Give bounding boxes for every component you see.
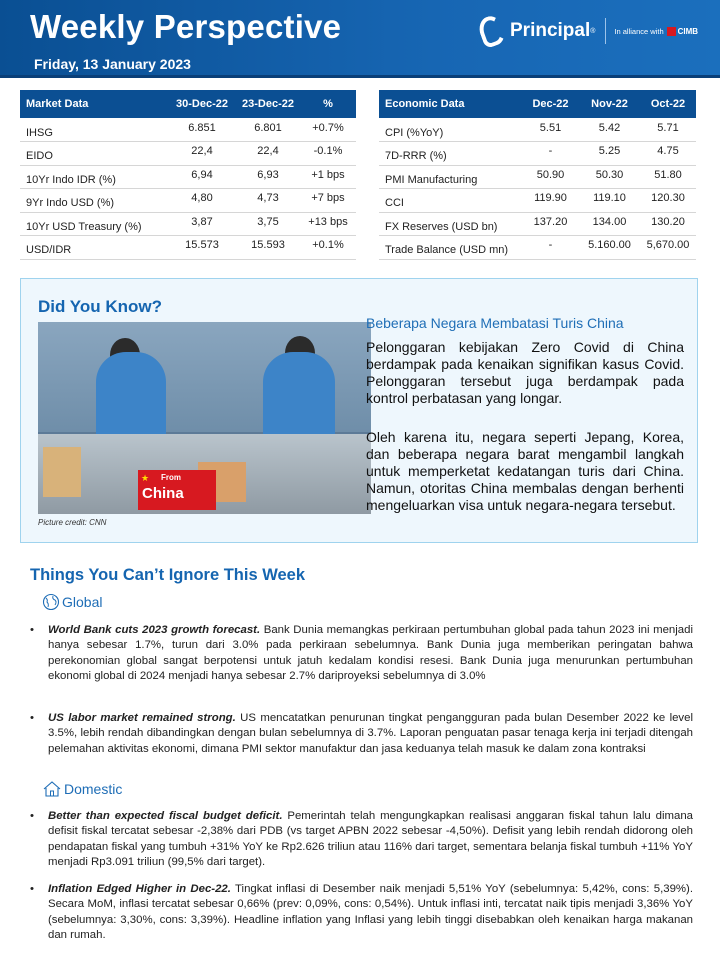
- table-row: [379, 118, 696, 142]
- cell-value: 5.71: [640, 118, 696, 142]
- header-divider: [0, 75, 720, 78]
- partner-name: CIMB: [677, 26, 699, 36]
- table-row: [379, 212, 696, 236]
- bullet-marker: •: [30, 624, 34, 636]
- cell-value: 5.25: [579, 142, 640, 166]
- row-label: 9Yr Indo USD (%): [20, 189, 168, 213]
- bullet-lead: Better than expected fiscal budget deficit.: [48, 810, 283, 822]
- cell-value: -0.1%: [300, 142, 356, 166]
- article-paragraph: Oleh karena itu, negara seperti Jepang, Korea, dan beberapa negara barat mengambil langkah untuk memperketat kedatangan turis dari China. Namun, otoritas China membalas dengan berhenti mengeluarkan visa untuk negara-negara tersebut.: [366, 429, 684, 513]
- cell-value: 120.30: [640, 189, 696, 213]
- cell-value: 5.160.00: [579, 236, 640, 260]
- table-row: [20, 118, 356, 142]
- cell-value: 22,4: [236, 142, 300, 166]
- picture-credit: Picture credit: CNN: [38, 518, 107, 527]
- bullet-lead: US labor market remained strong.: [48, 712, 236, 724]
- flag-star-icon: ★: [141, 473, 150, 483]
- list-item: [30, 882, 693, 943]
- table-row: [20, 212, 356, 236]
- bullet-marker: •: [30, 712, 34, 724]
- cell-value: +13 bps: [300, 212, 356, 236]
- global-label: Global: [62, 594, 103, 610]
- cell-value: +1 bps: [300, 165, 356, 189]
- list-item: [30, 809, 693, 870]
- column-header: 30-Dec-22: [168, 90, 236, 118]
- row-label: USD/IDR: [20, 236, 168, 260]
- bullet-text: US mencatatkan penurunan tingkat pengangguran pada bulan Desember 2022 ke level 3.5%, lebih rendah dibandingkan dengan bulan sebelumnya di 3.7%. Laporan penguatan pasar tenaga kerja ini terjadi ditengah pelemahan aktivitas ekonomi, dimana PMI sektor manufaktur dan jasa keduanya telah masuk ke dalam zona kontraksi: [48, 712, 693, 755]
- did-you-know-box: [20, 278, 698, 543]
- table-row: [20, 189, 356, 213]
- article-paragraph: Pelonggaran kebijakan Zero Covid di China berdampak pada kenaikan signifikan kasus Covid. Pelonggaran tersebut juga berdampak pada kontrol perbatasan yang longar.: [366, 339, 684, 406]
- row-label: 10Yr USD Treasury (%): [20, 212, 168, 236]
- section-title: Things You Can’t Ignore This Week: [30, 566, 306, 584]
- cell-value: 3,75: [236, 212, 300, 236]
- row-label: IHSG: [20, 118, 168, 142]
- table-row: [379, 189, 696, 213]
- news-photo: [38, 322, 371, 514]
- cell-value: 6,93: [236, 165, 300, 189]
- cell-value: +0.7%: [300, 118, 356, 142]
- alliance-text: In alliance with: [614, 26, 664, 36]
- column-header: Oct-22: [640, 90, 696, 118]
- principal-logo: [480, 16, 698, 46]
- column-header: Economic Data: [379, 90, 522, 118]
- column-header: Dec-22: [522, 90, 579, 118]
- table-row: [379, 142, 696, 166]
- cell-value: 134.00: [579, 212, 640, 236]
- cell-value: +7 bps: [300, 189, 356, 213]
- cell-value: 51.80: [640, 165, 696, 189]
- globe-icon: [42, 593, 60, 611]
- cell-value: 6.801: [236, 118, 300, 142]
- cell-value: 5.51: [522, 118, 579, 142]
- cell-value: 15.593: [236, 236, 300, 260]
- row-label: 10Yr Indo IDR (%): [20, 165, 168, 189]
- header-banner: [0, 0, 720, 78]
- sign-country-text: China: [142, 485, 184, 502]
- cell-value: 4,73: [236, 189, 300, 213]
- global-section-heading: [42, 593, 102, 611]
- bullet-marker: •: [30, 810, 34, 822]
- market-data-table: [20, 90, 356, 260]
- page-title: Weekly Perspective: [30, 8, 342, 45]
- cell-value: 6.851: [168, 118, 236, 142]
- cell-value: -: [522, 236, 579, 260]
- column-header: Market Data: [20, 90, 168, 118]
- table-header-row: [20, 90, 356, 118]
- row-label: 7D-RRR (%): [379, 142, 522, 166]
- cell-value: 4.75: [640, 142, 696, 166]
- bullet-text: Tingkat inflasi di Desember naik menjadi 5,51% YoY (sebelumnya: 5,42%, cons: 5,39%). Secara MoM, inflasi tercatat sebesar 0,66% (prev: 0,09%, cons: 0,54%). Untuk inflasi inti, tercatat naik tipis menjadi 3,36% YoY (sebelumnya: 3,30%, cons: 3,39%). Headline inflation yang Inflasi yang lebih tinggi disebabkan oleh kenaikan harga makanan dan rumah.: [48, 883, 693, 941]
- principal-logo-icon: [476, 13, 509, 49]
- registered-mark: ®: [590, 27, 596, 35]
- table-row: [379, 165, 696, 189]
- domestic-label: Domestic: [64, 781, 123, 797]
- bullet-text: Bank Dunia memangkas perkiraan pertumbuhan global pada tahun 2023 ini menjadi hanya sebesar 1.7%, turun dari 3.0% pada perkiraan sebelumnya. Bank Dunia juga memberikan peringatan bahwa perekonomian global sangat berpotensi untuk jatuh kedalam kondisi resesi. Bank Dunia juga menurunkan pertumbuhan ekonomi global di 2024 menjadi hanya sebesar 2.7% dariproyeksi sebelumnya di 3.0%: [48, 624, 693, 682]
- table-row: [20, 236, 356, 260]
- row-label: Trade Balance (USD mn): [379, 236, 522, 260]
- domestic-section-heading: [42, 780, 122, 798]
- cell-value: 119.90: [522, 189, 579, 213]
- cell-value: 119.10: [579, 189, 640, 213]
- row-label: CPI (%YoY): [379, 118, 522, 142]
- cell-value: 137.20: [522, 212, 579, 236]
- cell-value: 5.42: [579, 118, 640, 142]
- article-subtitle: Beberapa Negara Membatasi Turis China: [366, 315, 624, 331]
- cimb-logo-icon: [667, 27, 676, 36]
- cell-value: -: [522, 142, 579, 166]
- bullet-text: Pemerintah telah mengungkapkan realisasi anggaran fiskal tahun lalu dimana defisit fiskal tercatat sebesar -2,38% dari PDB (vs target APBN 2022 sebesar -4,50%). Defisit yang lebih rendah didorong oleh pendapatan fiskal yang tumbuh +31% YoY ke Rp2.626 triliun atau 116% dari target, sementara belanja fiskal tumbuh +11% YoY menjadi Rp3.091 triliun (99,5% dari target).: [48, 810, 693, 868]
- list-item: [30, 711, 693, 757]
- table-row: [379, 236, 696, 260]
- cell-value: 130.20: [640, 212, 696, 236]
- photo-box: [43, 447, 81, 497]
- table-row: [20, 142, 356, 166]
- row-label: FX Reserves (USD bn): [379, 212, 522, 236]
- cell-value: +0.1%: [300, 236, 356, 260]
- table-row: [20, 165, 356, 189]
- list-item: [30, 623, 693, 684]
- cell-value: 50.90: [522, 165, 579, 189]
- china-flag-sign: [138, 470, 216, 510]
- column-header: 23-Dec-22: [236, 90, 300, 118]
- cell-value: 50.30: [579, 165, 640, 189]
- table-header-row: [379, 90, 696, 118]
- row-label: EIDO: [20, 142, 168, 166]
- logo-separator: [605, 18, 606, 44]
- house-icon: [42, 780, 62, 798]
- column-header: %: [300, 90, 356, 118]
- sign-from-text: From: [161, 473, 181, 482]
- did-you-know-title: Did You Know?: [38, 297, 163, 316]
- bullet-marker: •: [30, 883, 34, 895]
- column-header: Nov-22: [579, 90, 640, 118]
- brand-name: Principal: [510, 20, 591, 41]
- economic-data-table: [379, 90, 696, 260]
- cell-value: 5,670.00: [640, 236, 696, 260]
- cell-value: 6,94: [168, 165, 236, 189]
- cell-value: 22,4: [168, 142, 236, 166]
- cell-value: 3,87: [168, 212, 236, 236]
- row-label: PMI Manufacturing: [379, 165, 522, 189]
- report-date: Friday, 13 January 2023: [34, 56, 191, 72]
- cell-value: 4,80: [168, 189, 236, 213]
- cell-value: 15.573: [168, 236, 236, 260]
- bullet-lead: World Bank cuts 2023 growth forecast.: [48, 624, 261, 636]
- bullet-lead: Inflation Edged Higher in Dec-22.: [48, 883, 231, 895]
- row-label: CCI: [379, 189, 522, 213]
